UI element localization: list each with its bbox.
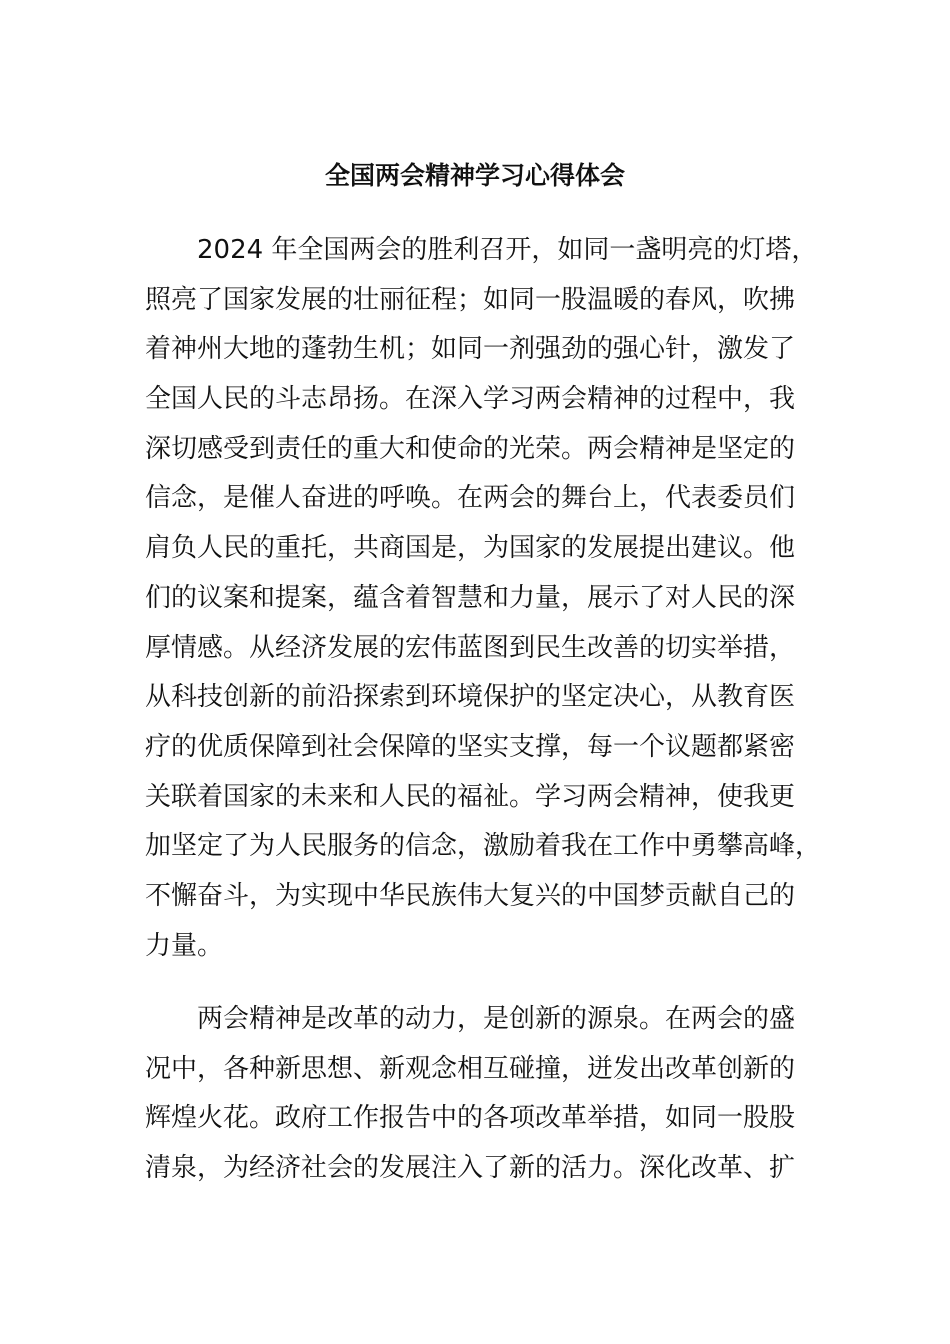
text-line: 力量。 xyxy=(145,930,224,961)
paragraph-1 xyxy=(145,226,825,971)
text-line: 肩负人民的重托，共商国是，为国家的发展提出建议。他 xyxy=(145,533,796,564)
text-line: 辉煌火花。政府工作报告中的各项改革举措，如同一股股 xyxy=(145,1103,796,1134)
text-line: 不懈奋斗，为实现中华民族伟大复兴的中国梦贡献自己的 xyxy=(145,880,796,911)
text-line: 清泉，为经济社会的发展注入了新的活力。深化改革、扩 xyxy=(145,1153,796,1184)
text-line: 们的议案和提案，蕴含着智慧和力量，展示了对人民的深 xyxy=(145,582,796,613)
document-title: 全国两会精神学习心得体会 xyxy=(324,161,625,190)
text-line: 深切感受到责任的重大和使命的光荣。两会精神是坚定的 xyxy=(145,433,796,464)
text-line: 2024 年全国两会的胜利召开，如同一盏明亮的灯塔， xyxy=(197,235,818,265)
text-line: 着神州大地的蓬勃生机；如同一剂强劲的强心针，激发了 xyxy=(145,334,796,365)
text-line: 厚情感。从经济发展的宏伟蓝图到民生改善的切实举措， xyxy=(145,632,796,663)
text-line: 疗的优质保障到社会保障的坚实支撑，每一个议题都紧密 xyxy=(145,731,796,762)
text-line: 从科技创新的前沿探索到环境保护的坚定决心，从教育医 xyxy=(145,682,796,713)
text-line: 况中，各种新思想、新观念相互碰撞，迸发出改革创新的 xyxy=(145,1053,796,1084)
paragraph-2 xyxy=(145,995,825,1194)
text-line: 关联着国家的未来和人民的福祉。学习两会精神，使我更 xyxy=(145,781,796,812)
text-line: 加坚定了为人民服务的信念，激励着我在工作中勇攀高峰， xyxy=(145,831,822,862)
text-line: 全国人民的斗志昂扬。在深入学习两会精神的过程中，我 xyxy=(145,384,796,415)
text-line: 照亮了国家发展的壮丽征程；如同一股温暖的春风，吹拂 xyxy=(145,284,796,315)
text-line: 信念，是催人奋进的呼唤。在两会的舞台上，代表委员们 xyxy=(145,483,796,514)
text-line: 两会精神是改革的动力，是创新的源泉。在两会的盛 xyxy=(197,1004,796,1034)
